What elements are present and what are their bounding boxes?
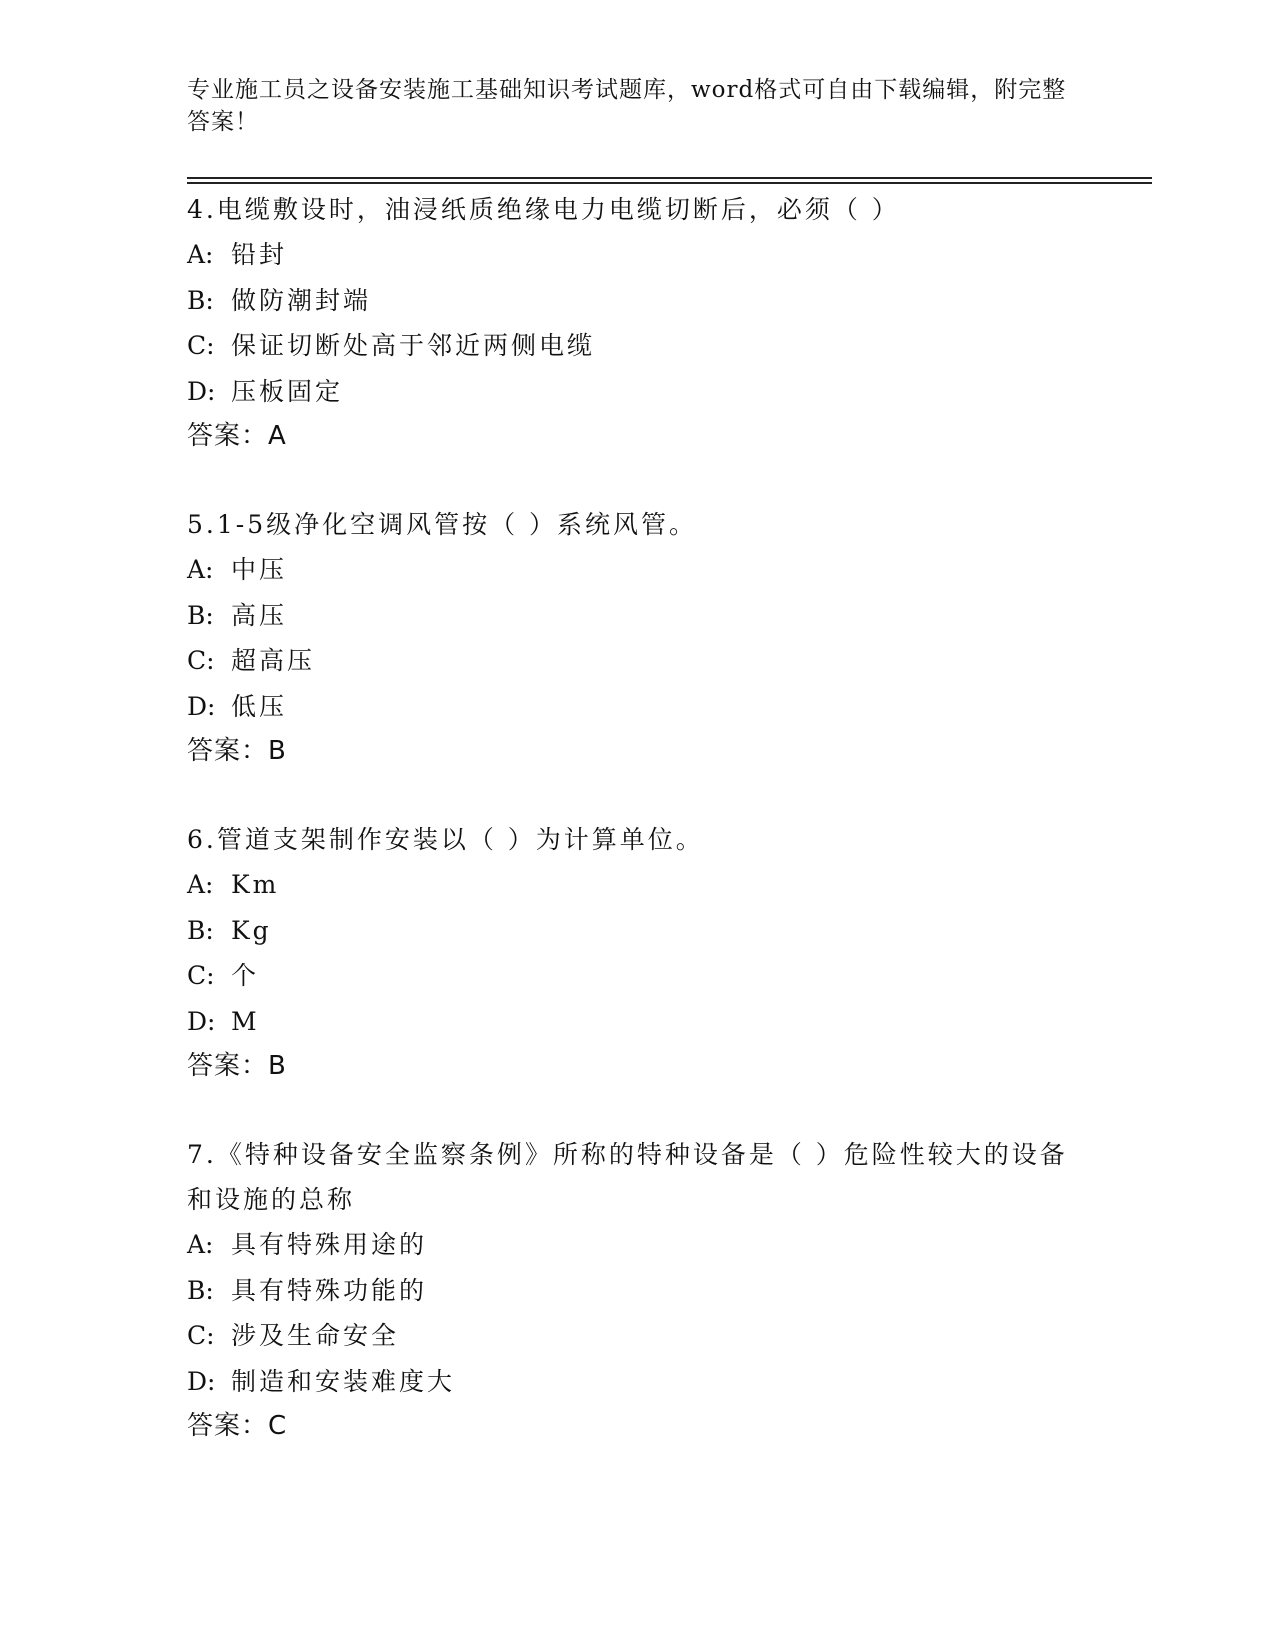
- question-stem: 6.管道支架制作安装以（ ）为计算单位。: [187, 825, 704, 854]
- option-text: 铅封: [231, 240, 288, 269]
- option-b: [187, 593, 1087, 639]
- answer-line: 答案：A: [187, 421, 287, 451]
- question-block-4: [187, 187, 1087, 459]
- option-text: 高压: [231, 600, 288, 630]
- header-divider-bottom: [187, 182, 1152, 184]
- question-stem: 7.《特种设备安全监察条例》所称的特种设备是（ ）危险性较大的设备和设施的总称: [187, 1140, 1068, 1214]
- option-text: Kg: [231, 915, 272, 945]
- option-a: [187, 1222, 1077, 1268]
- option-letter: D:: [187, 1006, 216, 1036]
- option-letter: A:: [187, 240, 214, 269]
- option-d: [187, 1359, 1077, 1405]
- question-stem: 5.1-5级净化空调风管按（ ）系统风管。: [187, 510, 698, 539]
- option-b: [187, 908, 1087, 954]
- option-text: 保证切断处高于邻近两侧电缆: [231, 331, 596, 360]
- option-text: 低压: [231, 691, 288, 721]
- answer-line: 答案：B: [187, 736, 287, 766]
- option-text: 中压: [231, 555, 288, 584]
- option-a: [187, 547, 1087, 593]
- option-text: 做防潮封端: [231, 285, 372, 315]
- header-divider-top: [187, 177, 1152, 179]
- option-text: 压板固定: [231, 376, 344, 406]
- option-a: [187, 232, 1087, 278]
- option-b: [187, 1268, 1077, 1314]
- option-letter: C:: [187, 331, 215, 360]
- option-letter: B:: [187, 285, 214, 315]
- option-text: 超高压: [231, 646, 316, 675]
- option-letter: B:: [187, 1275, 214, 1305]
- option-text: 制造和安装难度大: [231, 1366, 456, 1396]
- option-text: 具有特殊用途的: [231, 1230, 428, 1259]
- question-block-6: [187, 817, 1087, 1089]
- option-letter: A:: [187, 870, 214, 899]
- option-c: [187, 638, 1087, 684]
- option-c: [187, 1313, 1077, 1359]
- option-letter: D:: [187, 691, 216, 721]
- option-c: [187, 323, 1087, 369]
- option-letter: D:: [187, 1366, 216, 1396]
- option-c: [187, 953, 1087, 999]
- option-letter: B:: [187, 915, 214, 945]
- option-text: Km: [231, 870, 280, 899]
- option-letter: D:: [187, 376, 216, 406]
- option-d: [187, 369, 1087, 415]
- option-text: 个: [231, 961, 260, 990]
- option-text: 具有特殊功能的: [231, 1275, 428, 1305]
- option-text: M: [231, 1006, 260, 1036]
- option-letter: C:: [187, 646, 215, 675]
- option-d: [187, 999, 1087, 1045]
- option-letter: C:: [187, 961, 215, 990]
- option-b: [187, 278, 1087, 324]
- option-letter: A:: [187, 555, 214, 584]
- document-intro: 专业施工员之设备安装施工基础知识考试题库，word格式可自由下载编辑，附完整答案！: [187, 77, 1067, 135]
- option-letter: C:: [187, 1321, 215, 1350]
- option-letter: A:: [187, 1230, 214, 1259]
- answer-line: 答案：B: [187, 1051, 287, 1081]
- option-text: 涉及生命安全: [231, 1321, 400, 1350]
- question-stem: 4.电缆敷设时，油浸纸质绝缘电力电缆切断后，必须（ ）: [187, 195, 900, 224]
- option-d: [187, 684, 1087, 730]
- question-block-7: [187, 1132, 1077, 1449]
- option-letter: B:: [187, 600, 214, 630]
- answer-line: 答案：C: [187, 1411, 288, 1441]
- question-block-5: [187, 502, 1087, 774]
- option-a: [187, 862, 1087, 908]
